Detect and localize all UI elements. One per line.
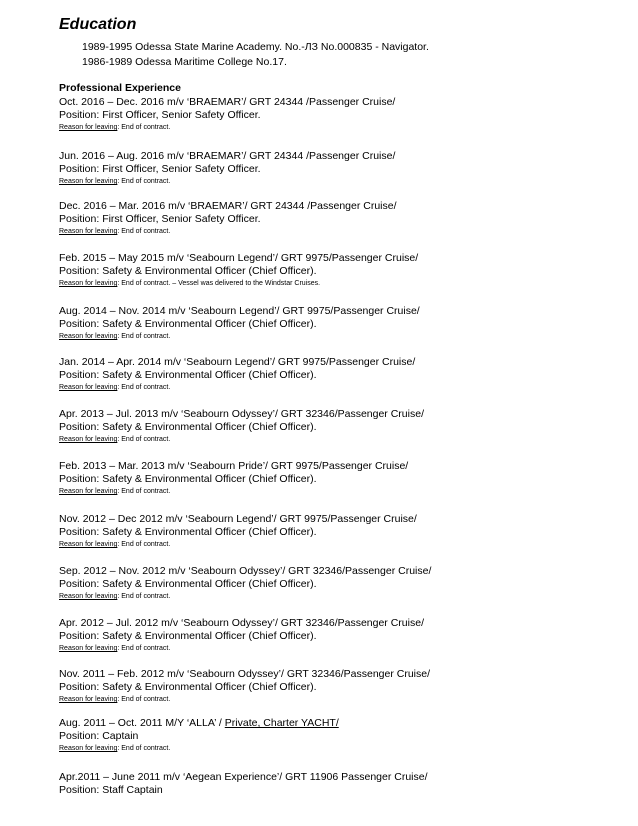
reason-text: : End of contract. [117, 124, 171, 131]
job-position: Position: Safety & Environmental Officer (Chief Officer). [59, 318, 317, 330]
job-entry [59, 200, 619, 237]
job-position: Position: Captain [59, 730, 139, 742]
job-reason [59, 279, 619, 289]
reason-label: Reason for leaving [59, 228, 118, 235]
job-reason [59, 644, 619, 654]
job-entry [59, 460, 619, 497]
job-period-text: Apr.2011 – June 2011 m/v ‘Aegean Experience’/ GRT 11906 Passenger Cruise/ [59, 771, 428, 783]
job-reason [59, 487, 619, 497]
job-period-text: Aug. 2014 – Nov. 2014 m/v ‘Seabourn Legend’/ GRT 9975/Passenger Cruise/ [59, 305, 420, 317]
job-reason [59, 227, 619, 237]
reason-text: : End of contract. [117, 745, 171, 752]
reason-label: Reason for leaving [59, 178, 118, 185]
reason-label: Reason for leaving [59, 488, 118, 495]
reason-label: Reason for leaving [59, 280, 118, 287]
job-period-text: Nov. 2012 – Dec 2012 m/v ‘Seabourn Legend’/ GRT 9975/Passenger Cruise/ [59, 513, 417, 525]
job-period-text: Oct. 2016 – Dec. 2016 m/v ‘BRAEMAR’/ GRT 24344 /Passenger Cruise/ [59, 96, 396, 108]
job-period-text: Sep. 2012 – Nov. 2012 m/v ‘Seabourn Odyssey’/ GRT 32346/Passenger Cruise/ [59, 565, 432, 577]
job-position: Position: Safety & Environmental Officer (Chief Officer). [59, 681, 317, 693]
job-position: Position: Safety & Environmental Officer (Chief Officer). [59, 265, 317, 277]
job-position: Position: Safety & Environmental Officer (Chief Officer). [59, 526, 317, 538]
job-period [59, 771, 619, 784]
job-period [59, 460, 619, 473]
job-reason [59, 123, 619, 133]
job-position: Position: First Officer, Senior Safety Officer. [59, 109, 261, 121]
reason-text: : End of contract. [117, 178, 171, 185]
job-position: Position: Staff Captain [59, 784, 163, 796]
job-reason [59, 592, 619, 602]
experience-heading: Professional Experience [59, 82, 181, 94]
job-position: Position: Safety & Environmental Officer (Chief Officer). [59, 473, 317, 485]
job-period [59, 565, 619, 578]
job-period-text: Jun. 2016 – Aug. 2016 m/v ‘BRAEMAR’/ GRT 24344 /Passenger Cruise/ [59, 150, 396, 162]
reason-label: Reason for leaving [59, 745, 118, 752]
job-period [59, 252, 619, 265]
job-entry [59, 771, 619, 797]
reason-label: Reason for leaving [59, 645, 118, 652]
education-line: 1986-1989 Odessa Maritime College No.17. [82, 56, 287, 68]
job-entry [59, 356, 619, 393]
job-entry [59, 408, 619, 445]
reason-text: : End of contract. [117, 541, 171, 548]
job-reason [59, 435, 619, 445]
job-reason [59, 332, 619, 342]
job-period-text: Aug. 2011 – Oct. 2011 M/Y ‘ALLA’ / [59, 717, 225, 729]
job-position: Position: First Officer, Senior Safety Officer. [59, 163, 261, 175]
reason-label: Reason for leaving [59, 593, 118, 600]
job-period [59, 617, 619, 630]
job-entry [59, 96, 619, 133]
job-reason [59, 540, 619, 550]
job-period [59, 150, 619, 163]
job-reason [59, 744, 619, 754]
reason-text: : End of contract. [117, 593, 171, 600]
job-reason [59, 695, 619, 705]
job-entry [59, 565, 619, 602]
reason-text: : End of contract. [117, 436, 171, 443]
job-entry [59, 252, 619, 289]
job-reason [59, 177, 619, 187]
job-position: Position: Safety & Environmental Officer (Chief Officer). [59, 578, 317, 590]
job-period-text: Jan. 2014 – Apr. 2014 m/v ‘Seabourn Legend’/ GRT 9975/Passenger Cruise/ [59, 356, 416, 368]
reason-text: : End of contract. [117, 645, 171, 652]
job-period [59, 305, 619, 318]
job-position: Position: Safety & Environmental Officer (Chief Officer). [59, 630, 317, 642]
education-line: 1989-1995 Odessa State Marine Academy. No.-ЛЗ No.000835 - Navigator. [82, 41, 429, 53]
reason-text: : End of contract. [117, 696, 171, 703]
reason-text: : End of contract. [117, 384, 171, 391]
job-period-text: Apr. 2012 – Jul. 2012 m/v ‘Seabourn Odyssey’/ GRT 32346/Passenger Cruise/ [59, 617, 424, 629]
job-entry [59, 668, 619, 705]
job-period [59, 717, 619, 730]
reason-label: Reason for leaving [59, 541, 118, 548]
job-entry [59, 305, 619, 342]
job-entry [59, 617, 619, 654]
job-period-text: Nov. 2011 – Feb. 2012 m/v ‘Seabourn Odyssey’/ GRT 32346/Passenger Cruise/ [59, 668, 431, 680]
job-period [59, 513, 619, 526]
education-heading: Education [59, 16, 137, 33]
reason-text: : End of contract. – Vessel was delivered to the Windstar Cruises. [117, 280, 321, 287]
reason-label: Reason for leaving [59, 333, 118, 340]
job-position: Position: First Officer, Senior Safety Officer. [59, 213, 261, 225]
reason-label: Reason for leaving [59, 696, 118, 703]
reason-label: Reason for leaving [59, 384, 118, 391]
job-reason [59, 383, 619, 393]
reason-label: Reason for leaving [59, 124, 118, 131]
reason-text: : End of contract. [117, 228, 171, 235]
job-period [59, 408, 619, 421]
job-position: Position: Safety & Environmental Officer (Chief Officer). [59, 369, 317, 381]
job-period-text: Dec. 2016 – Mar. 2016 m/v ‘BRAEMAR’/ GRT 24344 /Passenger Cruise/ [59, 200, 397, 212]
reason-text: : End of contract. [117, 488, 171, 495]
job-period [59, 200, 619, 213]
job-entry [59, 513, 619, 550]
job-period [59, 356, 619, 369]
job-period [59, 668, 619, 681]
job-position: Position: Safety & Environmental Officer (Chief Officer). [59, 421, 317, 433]
job-entry [59, 150, 619, 187]
job-period-text: Feb. 2013 – Mar. 2013 m/v ‘Seabourn Pride’/ GRT 9975/Passenger Cruise/ [59, 460, 409, 472]
job-entry [59, 717, 619, 754]
job-period-link[interactable]: Private, Charter YACHT/ [224, 717, 339, 729]
reason-label: Reason for leaving [59, 436, 118, 443]
job-period [59, 96, 619, 109]
job-period-text: Feb. 2015 – May 2015 m/v ‘Seabourn Legend’/ GRT 9975/Passenger Cruise/ [59, 252, 419, 264]
job-period-text: Apr. 2013 – Jul. 2013 m/v ‘Seabourn Odyssey’/ GRT 32346/Passenger Cruise/ [59, 408, 424, 420]
reason-text: : End of contract. [117, 333, 171, 340]
